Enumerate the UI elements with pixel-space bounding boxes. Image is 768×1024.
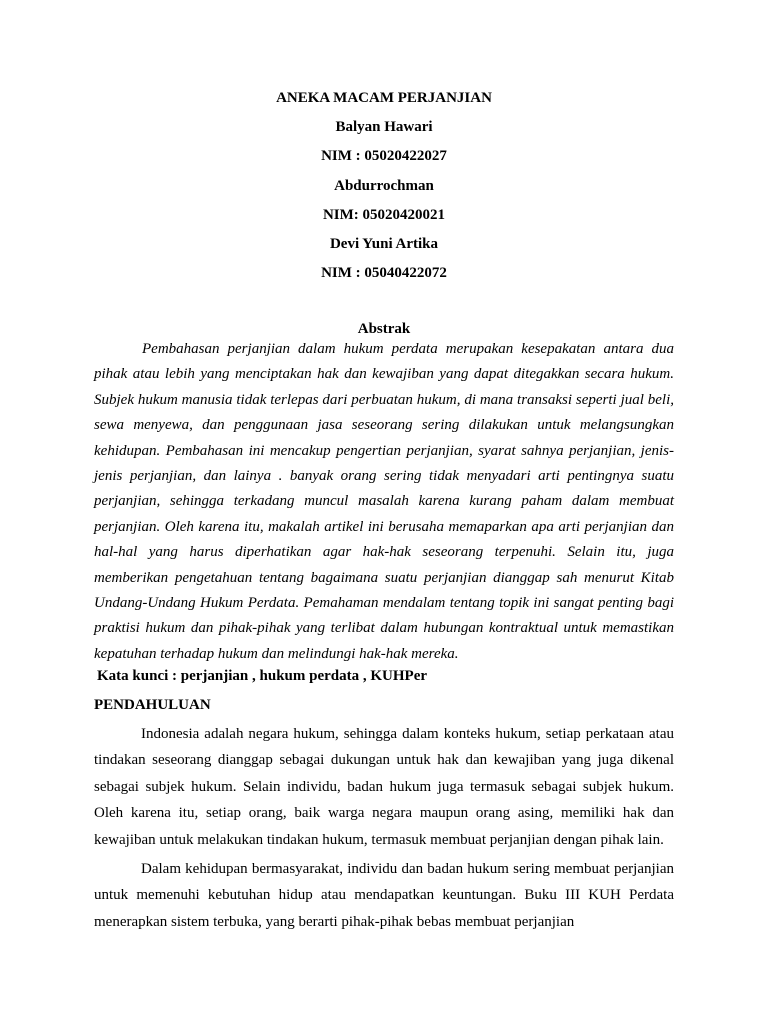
abstract-heading: Abstrak	[357, 321, 411, 337]
author-name: Balyan Hawari	[335, 119, 433, 136]
author-nim: NIM: 05020420021	[322, 206, 446, 223]
body-paragraph: Indonesia adalah negara hukum, sehingga dalam konteks hukum, setiap perkataan atau tindakan seseorang dianggap sebagai dukungan untuk hak dan kewajiban yang juga dikenal sebagai subjek hukum. Selain individu, badan hukum juga termasuk sebagai subjek hukum. Oleh karena itu, setiap orang, baik warga negara maupun orang asing, memiliki hak dan kewajiban untuk melakukan tindakan hukum, termasuk membuat perjanjian dengan pihak lain.	[94, 726, 674, 848]
author-name: Devi Yuni Artika	[329, 235, 439, 252]
title-block	[0, 84, 768, 288]
abstract-text: Pembahasan perjanjian dalam hukum perdata merupakan kesepakatan antara dua pihak atau lebih yang menciptakan hak dan kewajiban yang dapat ditegakkan secara hukum. Subjek hukum manusia tidak terlepas dari perbuatan hukum, di mana transaksi seperti jual beli, sewa menyewa, dan penggunaan jasa seseorang sering dilakukan untuk melangsungkan kehidupan. Pembahasan ini mencakup pengertian perjanjian, syarat sahnya perjanjian, jenis-jenis perjanjian, dan lainya . banyak orang sering tidak menyadari arti pentingnya suatu perjanjian, sehingga terkadang muncul masalah karena kurang paham dalam membuat perjanjian. Oleh karena itu, makalah artikel ini berusaha memaparkan apa arti perjanjian dan hal-hal yang harus diperhatikan agar hak-hak seseorang terpenuhi. Selain itu, juga memberikan pengetahuan tentang bagaimana suatu perjanjian dianggap sah menurut Kitab Undang-Undang Hukum Perdata. Pemahaman mendalam tentang topik ini sangat penting bagi praktisi hukum dan pihak-pihak yang terlibat dalam hubungan kontraktual untuk memastikan kepatuhan terhadap hukum dan melindungi hak-hak mereka.	[94, 341, 674, 662]
author-nim: NIM : 05020422027	[321, 148, 447, 165]
author-name: Abdurrochman	[334, 177, 434, 194]
section-heading-introduction: PENDAHULUAN	[94, 697, 211, 713]
author-nim: NIM : 05040422072	[321, 265, 447, 282]
body-paragraph: Dalam kehidupan bermasyarakat, individu dan badan hukum sering membuat perjanjian untuk memenuhi kebutuhan hidup atau mendapatkan keuntungan. Buku III KUH Perdata menerapkan sistem terbuka, yang berarti pihak-pihak bebas membuat perjanjian	[94, 861, 674, 930]
keywords-line: Kata kunci : perjanjian , hukum perdata , KUHPer	[97, 668, 428, 684]
document-title: ANEKA MACAM PERJANJIAN	[276, 90, 492, 106]
